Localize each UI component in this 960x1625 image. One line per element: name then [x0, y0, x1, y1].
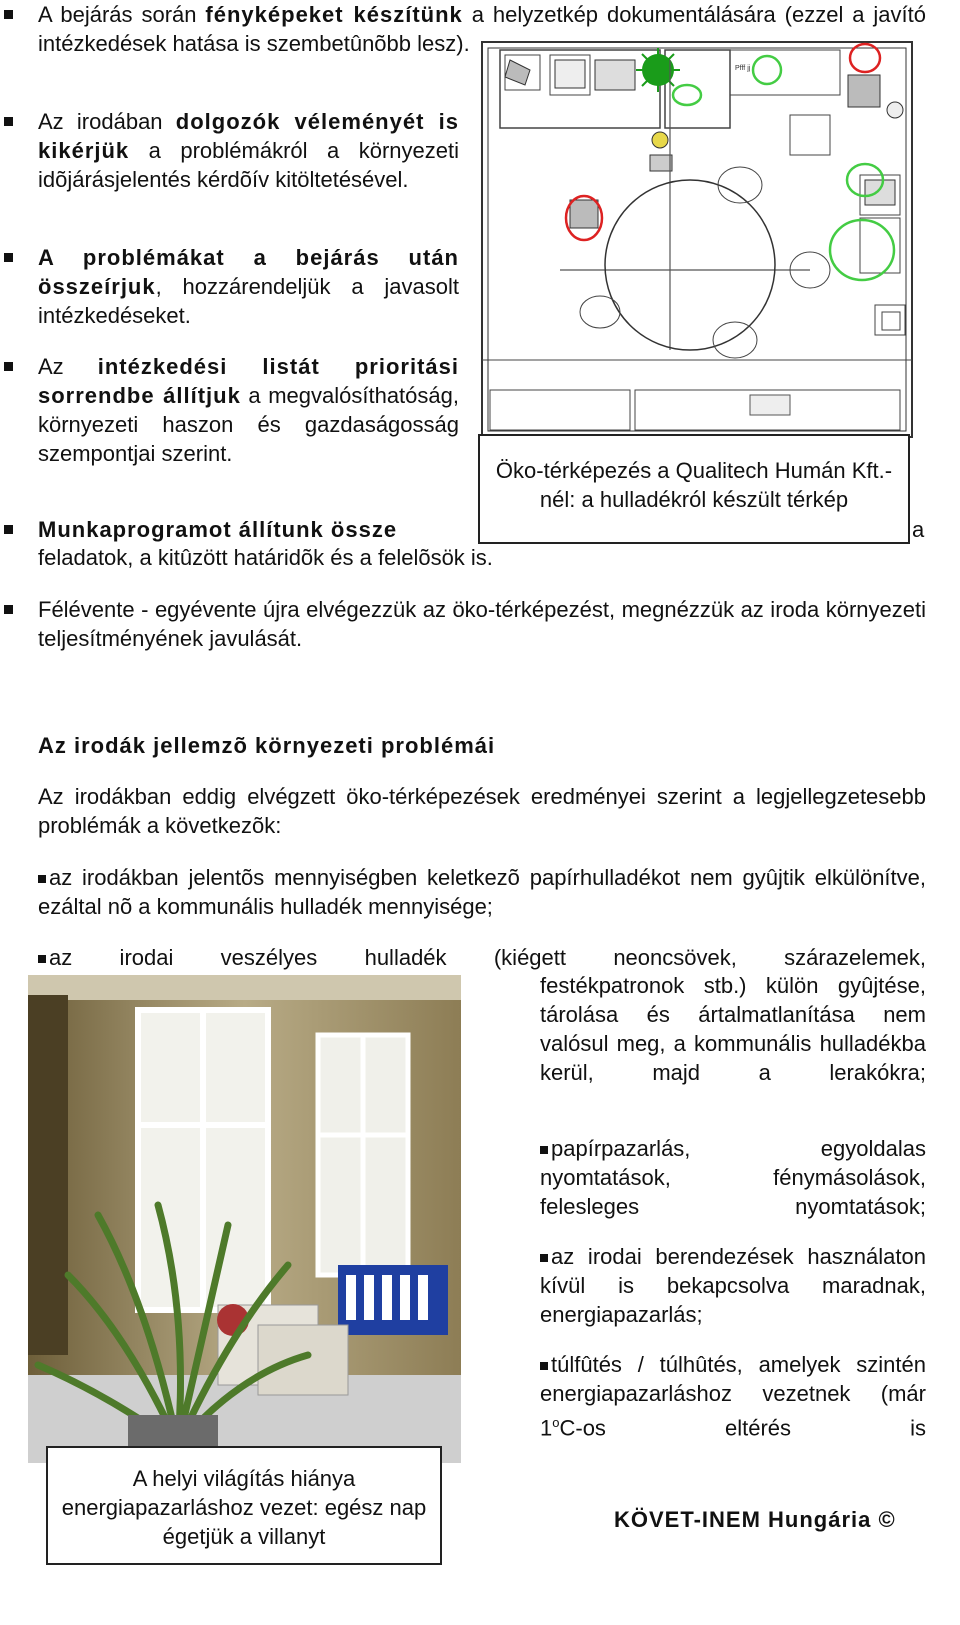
bullet [4, 525, 13, 534]
bullet [4, 362, 13, 371]
bullet-workprogram-line2: feladatok, a kitûzött határidõk és a felelõsök is. [38, 545, 493, 570]
bullet [38, 955, 46, 963]
bullet [540, 1254, 548, 1262]
section-intro: Az irodákban eddig elvégzett öko-térképezések eredményei szerint a legjellegzetesebb problémák a következõk: [38, 784, 926, 838]
problem-item-continued: festékpatronok stb.) külön gyûjtése, tárolása és ártalmatlanítása nem valósul meg, a kommunális hulladékba kerül, majd a lerakókra; [540, 973, 926, 1085]
section-title: Az irodák jellemzõ környezeti problémái [38, 733, 496, 758]
problem-item: az irodákban jelentõs mennyiségben keletkezõ papírhulladékot nem gyûjtik elkülönítve, ezáltal nõ a kommunális hulladék mennyisége; [38, 865, 926, 919]
problem-item: az irodai berendezések használaton kívül is bekapcsolva maradnak, energiapazarlás; [540, 1244, 926, 1327]
bullet [38, 875, 46, 883]
svg-text:Pfff jj: Pfff jj [735, 65, 751, 72]
bullet [4, 605, 13, 614]
map-caption: Öko-térképezés a Qualitech Humán Kft.-nél: a hulladékról készült térkép [478, 434, 910, 544]
bullet [540, 1146, 548, 1154]
bullet-opinions: Az irodában dolgozók véleményét is kikérjük a problémákról a környezeti idõjárásjelentés kérdõív kitöltetésével. [38, 109, 459, 192]
bullet [540, 1362, 548, 1370]
eco-map-floorplan [480, 40, 916, 440]
bullet-priorities: Az intézkedési listát prioritási sorrendbe állítjuk a megvalósíthatóság, környezeti haszon és gazdaságosság szempontjai szerint. [38, 354, 459, 466]
footer-publisher: KÖVET-INEM Hungária © [614, 1507, 896, 1532]
bullet [4, 117, 13, 126]
bullet-workprogram-line1: Munkaprogramot állítunk össze [38, 517, 398, 542]
problem-item: túlfûtés / túlhûtés, amelyek szintén energiapazarláshoz vezetnek (már 1$^o$C-os eltérés is [540, 1352, 926, 1441]
bullet-problems: A problémákat a bejárás után összeírjuk, hozzárendeljük a javasolt intézkedéseket. [38, 245, 459, 328]
bullet [4, 10, 13, 19]
photo-caption: A helyi világítás hiánya energiapazarláshoz vezet: egész nap égetjük a villanyt [46, 1446, 442, 1565]
bullet [4, 253, 13, 262]
bullet-semiannual: Félévente - egyévente újra elvégezzük az öko-térképezést, megnézzük az iroda környezeti teljesítményének javulását. [38, 597, 926, 651]
office-photo [28, 975, 461, 1463]
problem-item: az irodai veszélyes hulladék (kiégett neoncsövek, szárazelemek, [38, 943, 926, 972]
problem-item: papírpazarlás, egyoldalas nyomtatások, fénymásolások, felesleges nyomtatások; [540, 1136, 926, 1219]
bullet-photos: A bejárás során fényképeket készítünk a helyzetkép dokumentálására (ezzel a javító intézkedések hatása is szembetûnõbb lesz). [38, 2, 927, 56]
bullet-workprogram-tail: a [912, 517, 925, 542]
